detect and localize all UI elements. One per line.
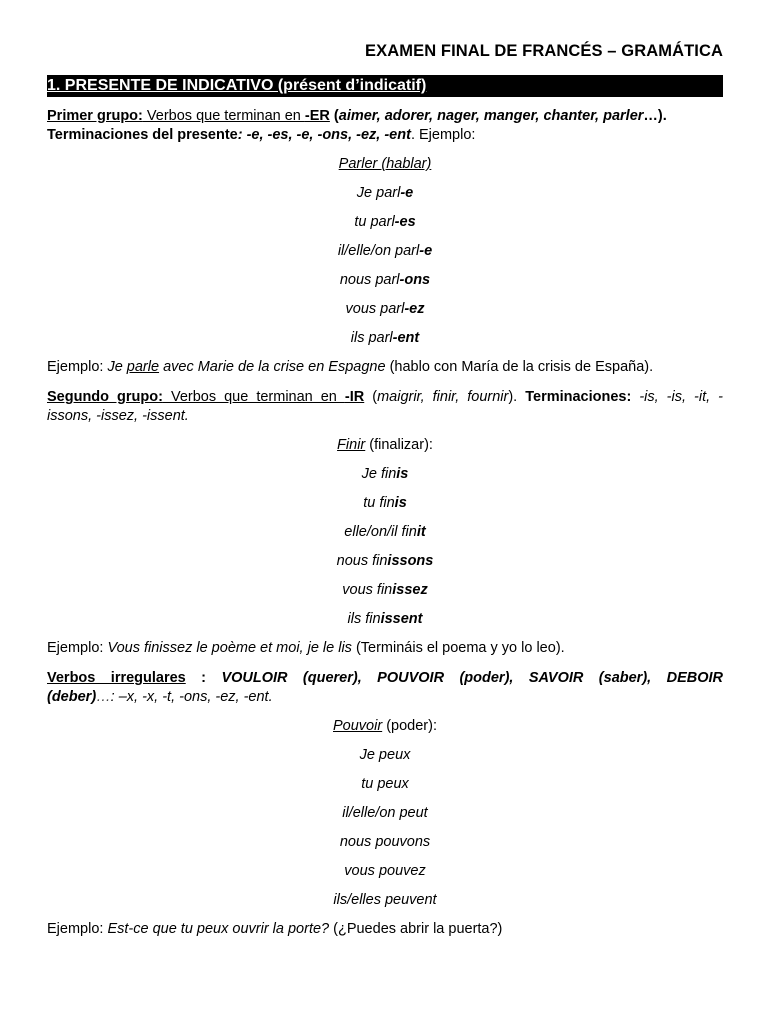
conj-ending: -e [419,243,433,259]
example-fr: Vous finissez le poème et moi, je le lis [107,640,352,656]
section-header: 1. PRESENTE DE INDICATIVO (présent d’indicatif) [47,75,723,97]
irregular-paragraph [47,669,723,707]
group1-paren-close: ). [657,108,667,124]
conj-row [47,465,723,484]
conj-ending: issons [387,553,434,569]
conj-row: tu peux [361,776,409,792]
conj-row: il/elle/on peut [342,805,428,821]
group2-paren-open: ( [364,389,378,405]
irregular-verb-name: Pouvoir [333,718,383,734]
irregular-endings: : –x, -x, -t, -ons, -ez, -ent. [110,689,273,705]
example-translation: (Termináis el poema y yo lo leo). [351,640,565,656]
example-label: Ejemplo: [47,921,108,937]
conj-stem: Je fin [361,466,397,482]
conj-ending: is [394,495,407,511]
conj-stem: vous parl [345,301,405,317]
group2-verb-name: Finir [337,437,366,453]
group2-paren-close: ). [508,389,526,405]
example-label: Ejemplo: [47,359,108,375]
conj-ending: -e [400,185,414,201]
conj-row [47,213,723,232]
document-title: EXAMEN FINAL DE FRANCÉS – GRAMÁTICA [365,42,723,60]
example-fr-verb: parle [126,359,160,375]
conj-row [47,242,723,261]
group2-ending: -IR [344,389,365,405]
conj-ending: -ez [404,301,425,317]
example-translation: (hablo con María de la crisis de España). [385,359,654,375]
group1-example [47,358,723,377]
conj-stem: elle/on/il fin [344,524,417,540]
conj-stem: il/elle/on parl [337,243,420,259]
group1-paragraph [47,107,723,145]
conj-row [47,581,723,600]
conj-row: vous pouvez [344,863,426,879]
conj-stem: Je parl [356,185,401,201]
conj-ending: is [396,466,409,482]
group2-examples: maigrir, finir, fournir [377,389,509,405]
conj-ending: it [416,524,426,540]
example-fr-post: avec Marie de la crise en Espagne [159,359,386,375]
group1-ending: -ER [304,108,330,124]
conj-row [47,494,723,513]
group2-term-label: Terminaciones: [525,389,632,405]
irregular-example [47,920,723,939]
group1-verb-title: Parler (hablar) [338,156,432,172]
group2-intro: Verbos que terminan en [162,389,345,405]
conj-stem: ils fin [347,611,381,627]
group1-term-values: : -e, -es, -e, -ons, -ez, -ent [237,127,411,143]
conj-row [47,184,723,203]
example-label: Ejemplo: [47,640,108,656]
group1-examples: aimer, adorer, nager, manger, chanter, parler [338,108,644,124]
conj-stem: tu fin [363,495,395,511]
group1-term-label: Terminaciones del presente [47,127,238,143]
conj-ending: issez [392,582,428,598]
group2-label: Segundo grupo: [47,389,163,405]
group2-term-values-2: issons, -issez, -issent. [47,408,189,424]
conj-row [47,329,723,348]
conj-row: ils/elles peuvent [333,892,437,908]
conj-ending: -ent [392,330,420,346]
example-translation: (¿Puedes abrir la puerta?) [329,921,503,937]
conj-stem: ils parl [350,330,393,346]
conj-ending: -es [394,214,416,230]
group2-paragraph [47,388,723,426]
irregular-colon: : [185,670,222,686]
conj-row [47,523,723,542]
example-fr: Est-ce que tu peux ouvrir la porte? [107,921,330,937]
irregular-verbs-line2: (deber) [47,689,97,705]
conj-row: Je peux [359,747,411,763]
group1-paren-open: ( [329,108,339,124]
conj-stem: tu parl [354,214,395,230]
conj-ending: issent [380,611,423,627]
conj-stem: vous fin [342,582,393,598]
conj-row [47,552,723,571]
conj-ending: -ons [399,272,431,288]
group1-intro: Verbos que terminan en [142,108,305,124]
group2-verb-title [47,436,723,455]
group1-label: Primer grupo: [47,108,143,124]
conj-row [47,300,723,319]
irregular-label: Verbos irregulares [47,670,186,686]
group1-ellipsis: … [643,108,658,124]
irregular-verbs-line1: VOULOIR (querer), POUVOIR (poder), SAVOIR (saber), DEBOIR [221,670,723,686]
conj-stem: nous fin [336,553,388,569]
group2-example [47,639,723,658]
conj-row: nous pouvons [339,834,431,850]
group1-term-tail: . Ejemplo: [410,127,476,143]
irregular-ellipsis: … [96,689,111,705]
group2-term-values-1: -is, -is, -it, - [631,389,723,405]
conj-row [47,271,723,290]
group2-verb-gloss: (finalizar): [365,437,433,453]
conj-stem: nous parl [339,272,400,288]
irregular-verb-title [47,717,723,736]
example-fr-pre: Je [107,359,127,375]
conj-row [47,610,723,629]
irregular-verb-gloss: (poder): [382,718,437,734]
